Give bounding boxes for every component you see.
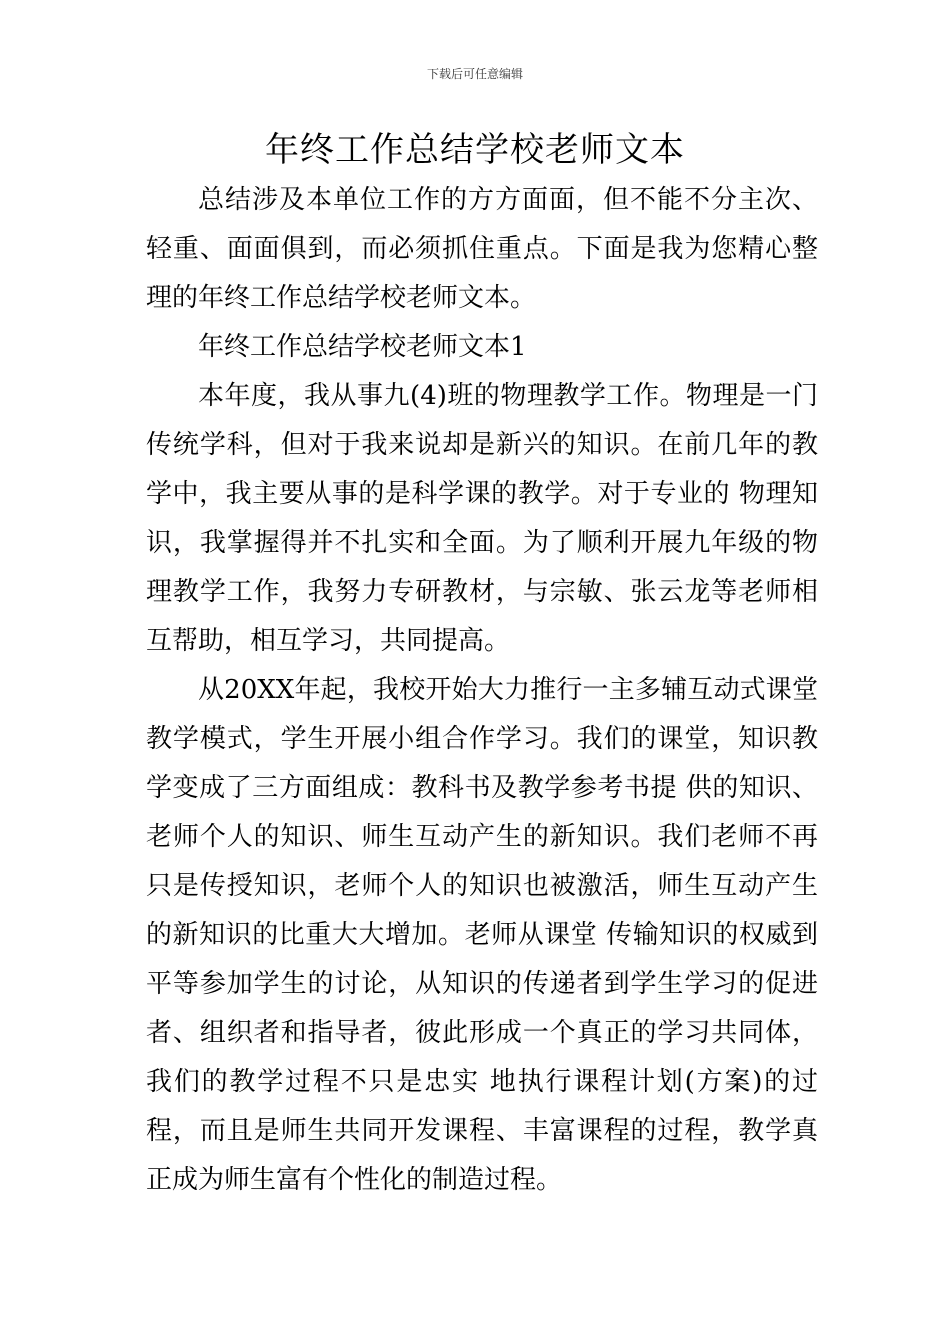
document-body: [146, 176, 818, 1205]
document-title: 年终工作总结学校老师文本: [265, 130, 685, 170]
header-note: 下载后可任意编辑: [426, 67, 523, 81]
body-paragraph: 本年度，我从事九(4)班的物理教学工作。物理是一门传统学科，但对于我来说却是新兴的知识。在前几年的教学中，我主要从事的是科学课的教学。对于专业的 物理知识，我掌握得并不扎实和全面。为了顺利开展九年级的物理教学工作，我努力专研教材，与宗敏、张云龙等老师相互帮助，相互学习，共同提高。: [146, 381, 818, 656]
intro-paragraph: 总结涉及本单位工作的方方面面，但不能不分主次、轻重、面面俱到，而必须抓住重点。下面是我为您精心整理的年终工作总结学校老师文本。: [146, 185, 818, 313]
body-paragraph: 从20XX年起，我校开始大力推行一主多辅互动式课堂教学模式，学生开展小组合作学习。我们的课堂，知识教学变成了三方面组成：教科书及教学参考书提 供的知识、老师个人的知识、师生互动产生的新知识。我们老师不再只是传授知识，老师个人的知识也被激活，师生互动产生的新知识的比重大大增加。老师从课堂 传输知识的权威到平等参加学生的讨论，从知识的传递者到学生学习的促进者、组织者和指导者，彼此形成一个真正的学习共同体，我们的教学过程不只是忠实 地执行课程计划(方案)的过程，而且是师生共同开发课程、丰富课程的过程，教学真正成为师生富有个性化的制造过程。: [146, 675, 818, 1195]
section-heading: 年终工作总结学校老师文本1: [198, 332, 527, 362]
